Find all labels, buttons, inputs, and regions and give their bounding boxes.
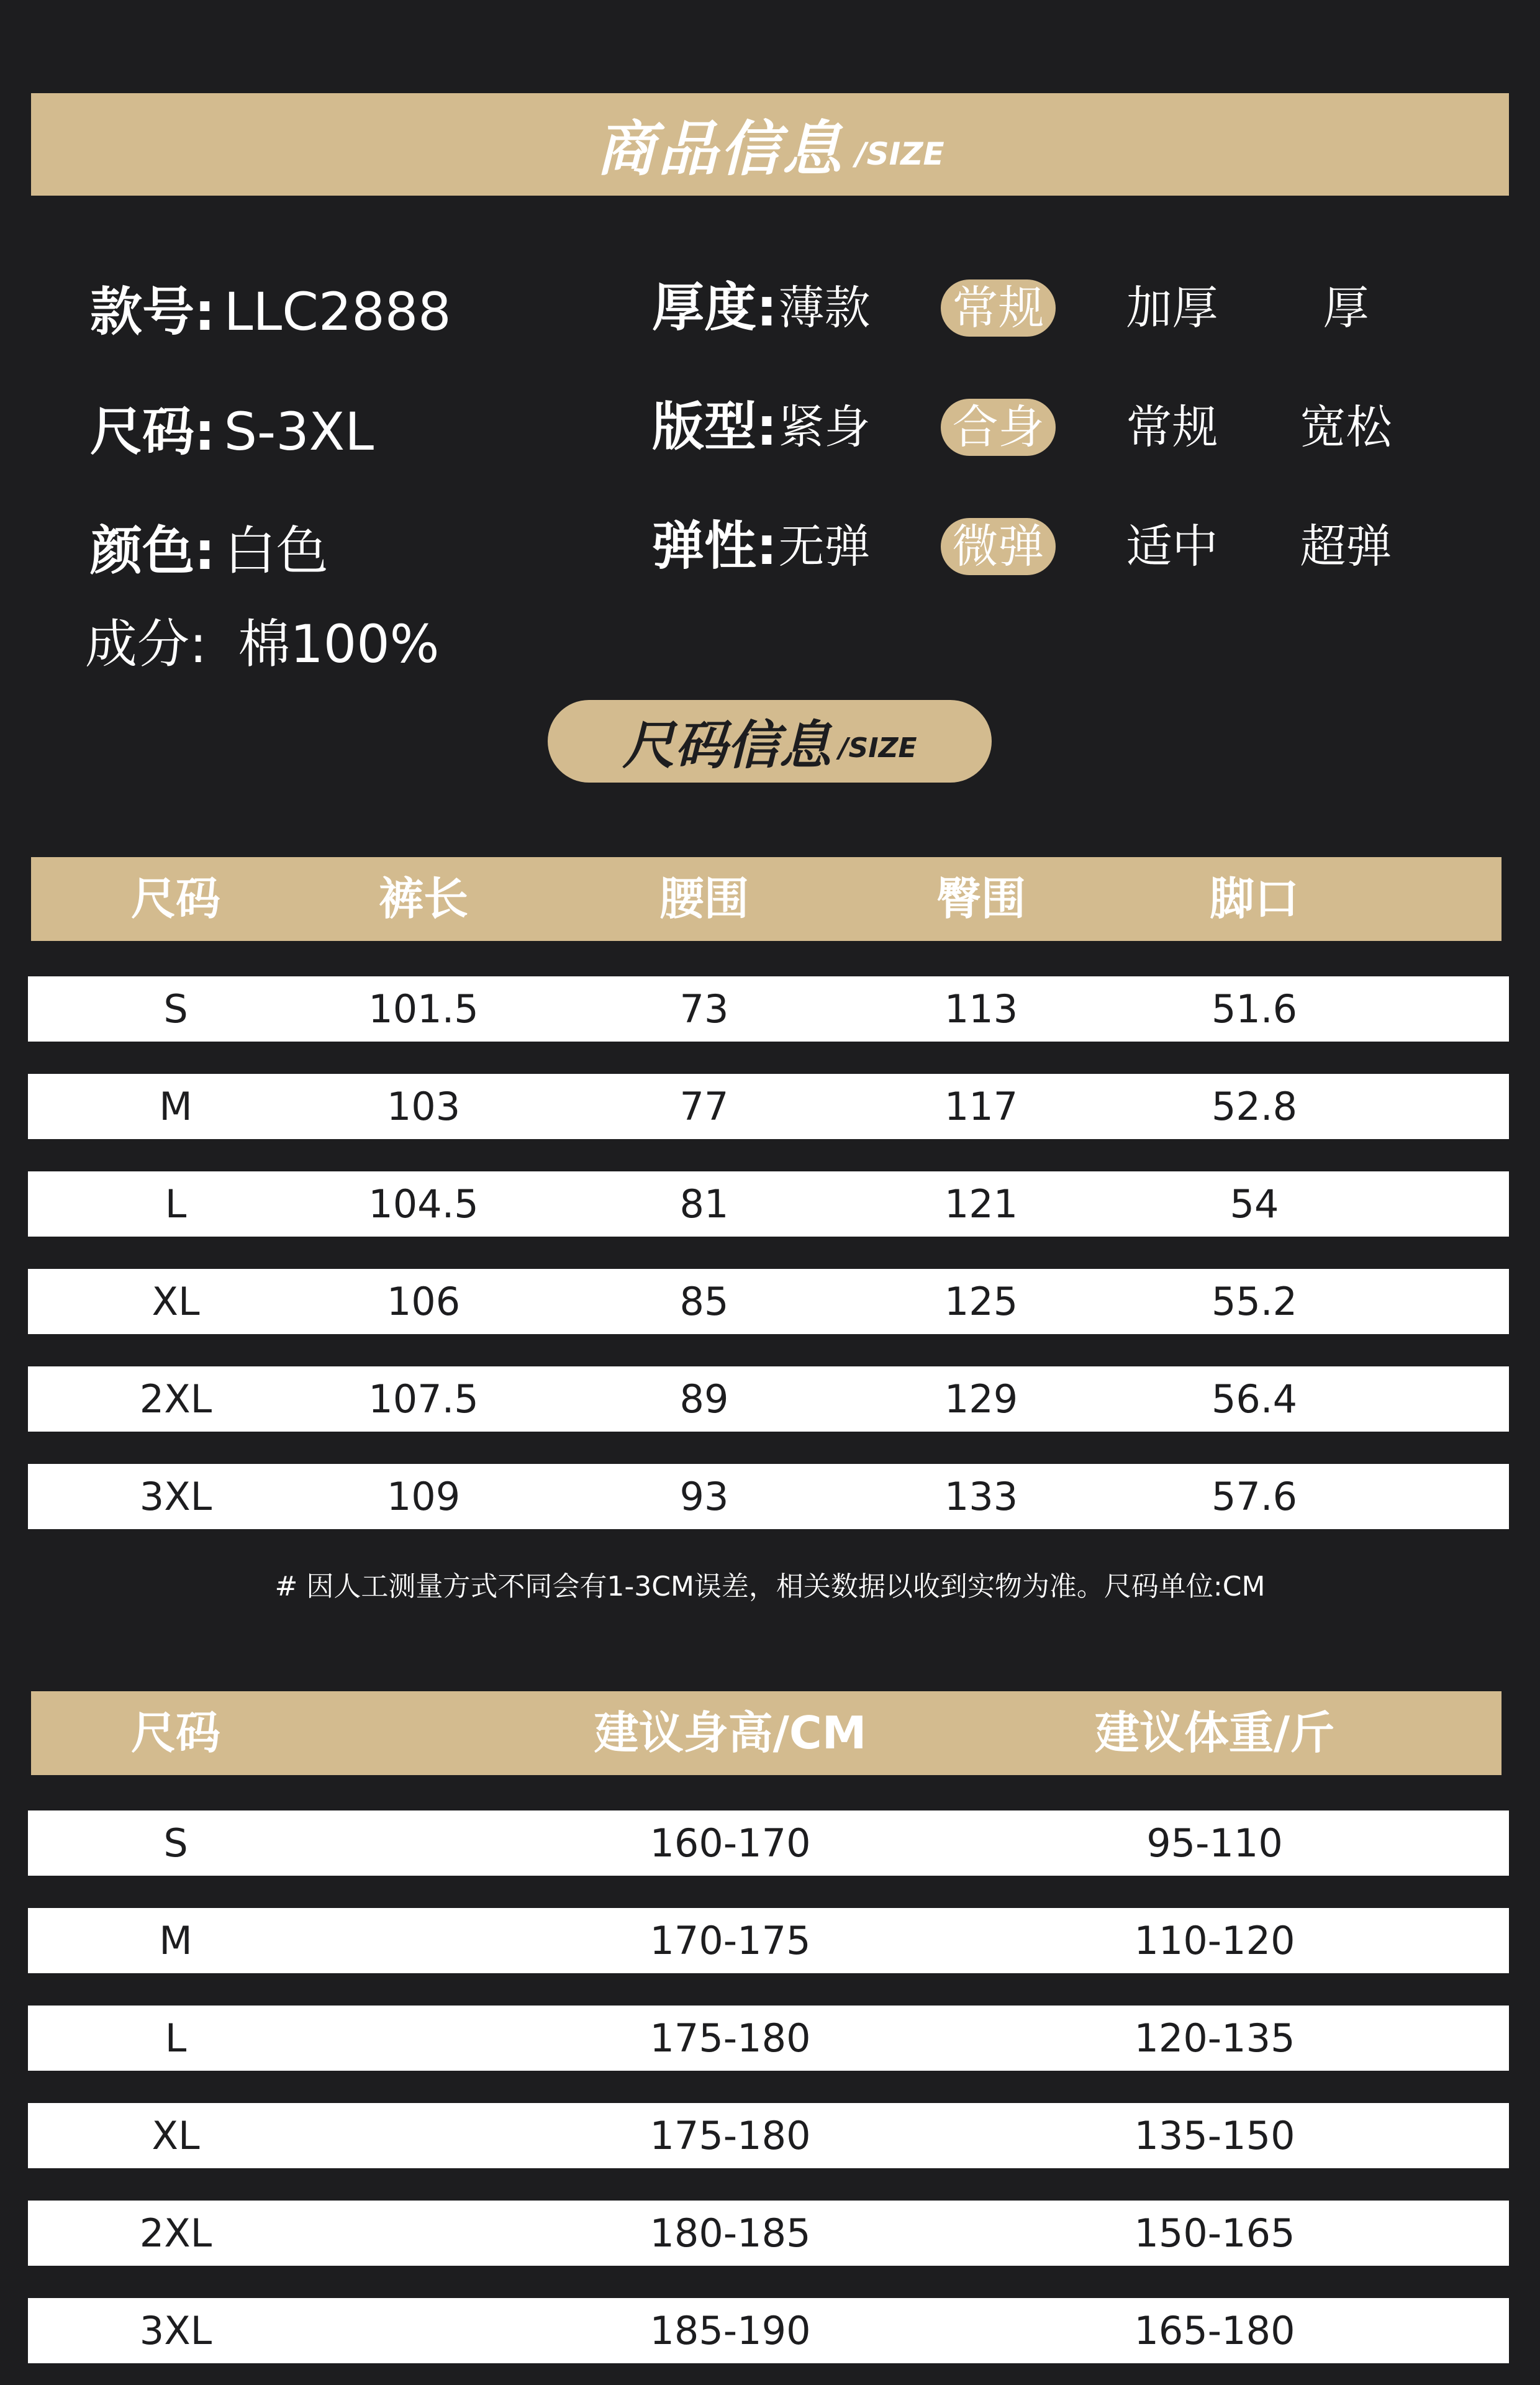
table-cell: 185-190 bbox=[650, 2308, 811, 2353]
size-line bbox=[90, 390, 374, 465]
material-line bbox=[85, 602, 439, 678]
banner-subtitle: /SIZE bbox=[855, 135, 944, 172]
table-cell: 113 bbox=[944, 986, 1018, 1032]
attribute-option: 适中 bbox=[1126, 520, 1218, 573]
material-label: 成分: bbox=[85, 614, 207, 675]
attribute-label: 弹性: bbox=[652, 516, 777, 576]
table-cell: 170-175 bbox=[650, 1918, 811, 1963]
attribute-row bbox=[652, 393, 1490, 461]
table-cell: XL bbox=[152, 1279, 200, 1324]
color-line bbox=[90, 509, 328, 584]
table-cell: 117 bbox=[944, 1084, 1018, 1129]
table-cell: 133 bbox=[944, 1474, 1018, 1519]
table-cell: 56.4 bbox=[1211, 1376, 1298, 1422]
column-header: 臀围 bbox=[936, 873, 1026, 925]
table-cell: 106 bbox=[386, 1279, 461, 1324]
table-cell: 107.5 bbox=[368, 1376, 479, 1422]
color-label: 颜色: bbox=[90, 520, 215, 581]
column-header: 腰围 bbox=[659, 873, 750, 925]
table-cell: 165-180 bbox=[1134, 2308, 1295, 2353]
table-header bbox=[31, 857, 1502, 941]
table-cell: 73 bbox=[679, 986, 729, 1032]
table-cell: 54 bbox=[1230, 1181, 1279, 1227]
material-value: 棉100% bbox=[238, 614, 440, 675]
column-header: 尺码 bbox=[130, 873, 221, 925]
table-cell: 81 bbox=[679, 1181, 729, 1227]
table-cell: 52.8 bbox=[1211, 1084, 1298, 1129]
model-value: LLC2888 bbox=[224, 281, 451, 342]
table-cell: 125 bbox=[944, 1279, 1018, 1324]
pill-subtitle: /SIZE bbox=[838, 732, 917, 764]
table-row bbox=[28, 2103, 1509, 2168]
table-cell: 120-135 bbox=[1134, 2015, 1295, 2061]
banner-title: 商品信息 bbox=[596, 114, 845, 184]
table-cell: 121 bbox=[944, 1181, 1018, 1227]
table-cell: 180-185 bbox=[650, 2210, 811, 2256]
table-cell: 135-150 bbox=[1134, 2113, 1295, 2158]
table-cell: 89 bbox=[679, 1376, 729, 1422]
table-cell: 129 bbox=[944, 1376, 1018, 1422]
attribute-option-selected: 合身 bbox=[941, 399, 1056, 456]
table-row bbox=[28, 1269, 1509, 1334]
size-info-pill bbox=[548, 700, 992, 783]
table-cell: 55.2 bbox=[1211, 1279, 1298, 1324]
attribute-option-selected: 微弹 bbox=[941, 518, 1056, 575]
column-header: 尺码 bbox=[130, 1707, 221, 1759]
size-value: S-3XL bbox=[224, 401, 374, 462]
attribute-option: 超弹 bbox=[1300, 520, 1392, 573]
table-row bbox=[28, 2201, 1509, 2266]
table-cell: 93 bbox=[679, 1474, 729, 1519]
table-row bbox=[28, 976, 1509, 1042]
table-cell: 2XL bbox=[139, 2210, 212, 2256]
table-cell: M bbox=[159, 1084, 192, 1129]
table-row bbox=[28, 1171, 1509, 1237]
table-cell: 175-180 bbox=[650, 2015, 811, 2061]
table-cell: 57.6 bbox=[1211, 1474, 1298, 1519]
table-row bbox=[28, 1810, 1509, 1876]
table-cell: 85 bbox=[679, 1279, 729, 1324]
table-cell: 2XL bbox=[139, 1376, 212, 1422]
attribute-row bbox=[652, 273, 1490, 342]
table-cell: 109 bbox=[386, 1474, 461, 1519]
attribute-option: 薄款 bbox=[778, 281, 871, 335]
attribute-label: 版型: bbox=[652, 396, 777, 457]
column-header: 脚口 bbox=[1209, 873, 1300, 925]
model-line bbox=[90, 270, 451, 345]
table-cell: 77 bbox=[679, 1084, 729, 1129]
product-info-banner bbox=[31, 93, 1509, 196]
table-cell: 175-180 bbox=[650, 2113, 811, 2158]
table-row bbox=[28, 1366, 1509, 1432]
table-cell: S bbox=[163, 986, 188, 1032]
column-header: 建议体重/斤 bbox=[1094, 1707, 1335, 1759]
attribute-option: 紧身 bbox=[778, 401, 871, 454]
attribute-option: 常规 bbox=[1126, 401, 1218, 454]
color-value: 白色 bbox=[224, 520, 328, 581]
table-row bbox=[28, 2006, 1509, 2071]
table-cell: 103 bbox=[386, 1084, 461, 1129]
column-header: 建议身高/CM bbox=[594, 1707, 867, 1759]
table-cell: S bbox=[163, 1820, 188, 1866]
table-cell: 160-170 bbox=[650, 1820, 811, 1866]
attribute-option-selected: 常规 bbox=[941, 279, 1056, 337]
table-cell: L bbox=[165, 2015, 187, 2061]
attribute-option: 无弹 bbox=[778, 520, 871, 573]
table-row bbox=[28, 1074, 1509, 1139]
attribute-row bbox=[652, 512, 1490, 580]
column-header: 裤长 bbox=[378, 873, 469, 925]
pill-title: 尺码信息 bbox=[622, 715, 831, 776]
table-cell: 95-110 bbox=[1146, 1820, 1283, 1866]
model-label: 款号: bbox=[90, 281, 215, 342]
table-cell: XL bbox=[152, 2113, 200, 2158]
table-cell: M bbox=[159, 1918, 192, 1963]
table-row bbox=[28, 2298, 1509, 2363]
table-row bbox=[28, 1464, 1509, 1529]
table-row bbox=[28, 1908, 1509, 1973]
attribute-option: 宽松 bbox=[1300, 401, 1392, 454]
table-cell: 3XL bbox=[139, 1474, 212, 1519]
measurement-note: # 因人工测量方式不同会有1-3CM误差，相关数据以收到实物为准。尺码单位:CM bbox=[274, 1571, 1266, 1602]
attribute-option: 加厚 bbox=[1126, 281, 1218, 335]
table-cell: L bbox=[165, 1181, 187, 1227]
size-label: 尺码: bbox=[90, 401, 215, 462]
table-cell: 3XL bbox=[139, 2308, 212, 2353]
table-cell: 101.5 bbox=[368, 986, 479, 1032]
table-cell: 104.5 bbox=[368, 1181, 479, 1227]
table-cell: 110-120 bbox=[1134, 1918, 1295, 1963]
attribute-label: 厚度: bbox=[652, 277, 777, 338]
table-cell: 51.6 bbox=[1211, 986, 1298, 1032]
table-cell: 150-165 bbox=[1134, 2210, 1295, 2256]
table-header bbox=[31, 1691, 1502, 1775]
attribute-option: 厚 bbox=[1323, 281, 1369, 335]
